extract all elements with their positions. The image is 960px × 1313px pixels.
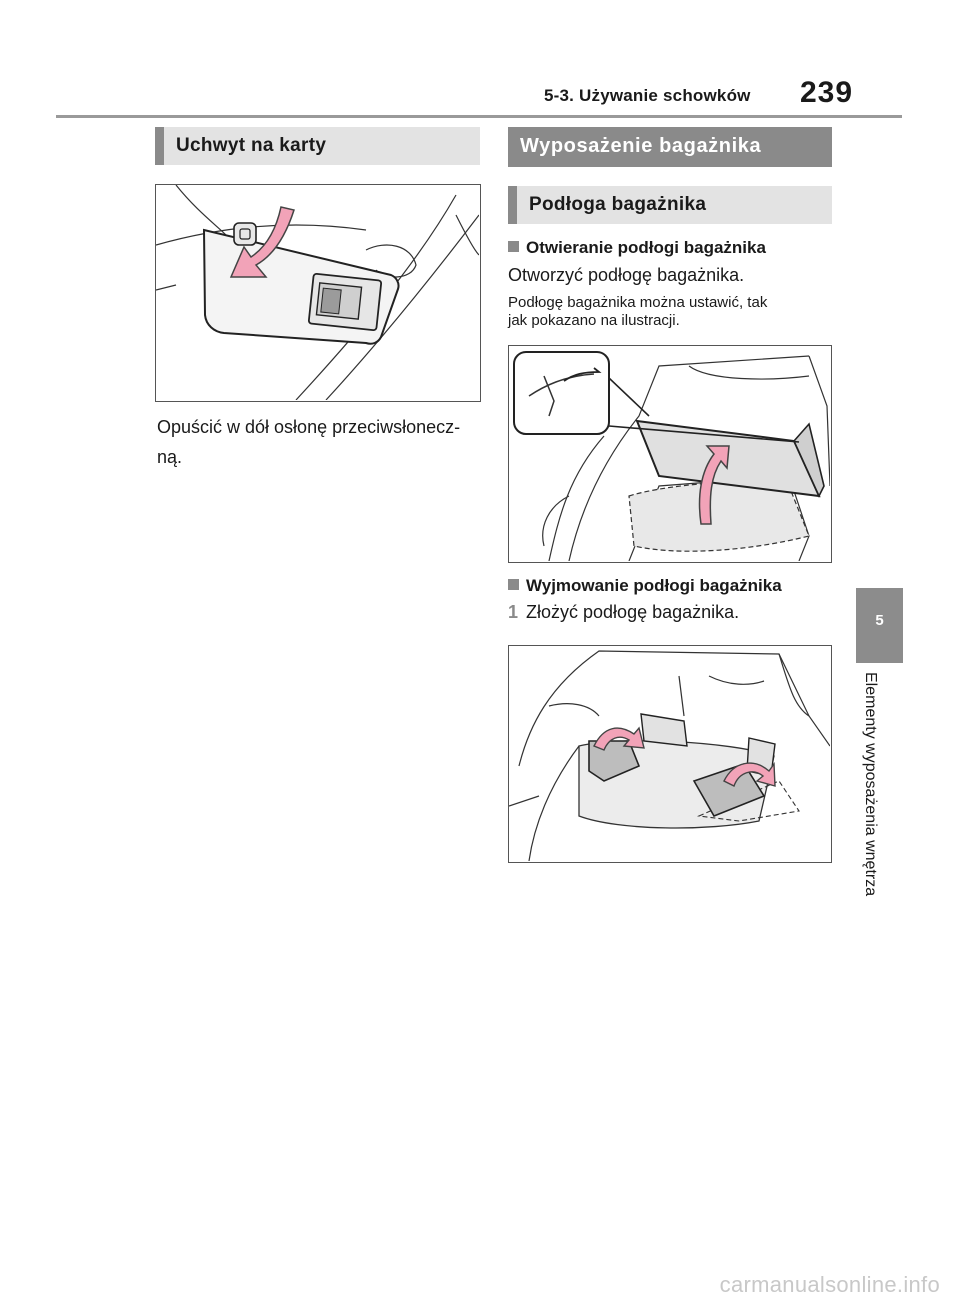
header-section-title: 5-3. Używanie schowków (544, 86, 751, 105)
card-holder-caption (157, 412, 487, 472)
caption-line-1: Opuścić w dół osłonę przeciwsłonecz- (157, 417, 461, 437)
header-rule (56, 115, 902, 118)
step-number: 1 (508, 602, 519, 622)
luggage-floor-open-drawing (509, 346, 830, 561)
section-remove-floor-title: Wyjmowanie podłogi bagażnika (508, 576, 838, 596)
watermark: carmanualsonline.info (719, 1272, 940, 1297)
caption-line-2: ną. (157, 447, 183, 467)
open-floor-instruction: Otworzyć podłogę bagażnika. (508, 265, 745, 285)
page-number: 239 (800, 76, 854, 109)
chapter-title-wrap (862, 672, 892, 932)
chapter-title: Elementy wyposażenia wnętrza (862, 672, 879, 897)
heading-luggage-equipment: Wyposażenie bagażnika (508, 127, 832, 167)
bullet-square-icon (508, 579, 519, 590)
sun-visor-illustration (155, 184, 481, 402)
step-text: Złożyć podłogę bagażnika. (526, 602, 740, 622)
open-floor-note (508, 294, 838, 330)
heading-card-holder: Uchwyt na karty (155, 127, 480, 165)
heading-luggage-floor: Podłoga bagażnika (508, 186, 832, 224)
luggage-floor-fold-drawing (509, 646, 830, 861)
bullet-square-icon (508, 241, 519, 252)
luggage-floor-open-illustration (508, 345, 832, 563)
sun-visor-drawing (156, 185, 479, 400)
chapter-number: 5 (875, 612, 884, 629)
luggage-floor-fold-illustration (508, 645, 832, 863)
remove-floor-step-1 (508, 597, 838, 627)
note-line-1: Podłogę bagażnika można ustawić, tak (508, 294, 768, 311)
section-open-floor-title: Otwieranie podłogi bagażnika (508, 238, 838, 258)
note-line-2: jak pokazano na ilustracji. (508, 312, 680, 329)
